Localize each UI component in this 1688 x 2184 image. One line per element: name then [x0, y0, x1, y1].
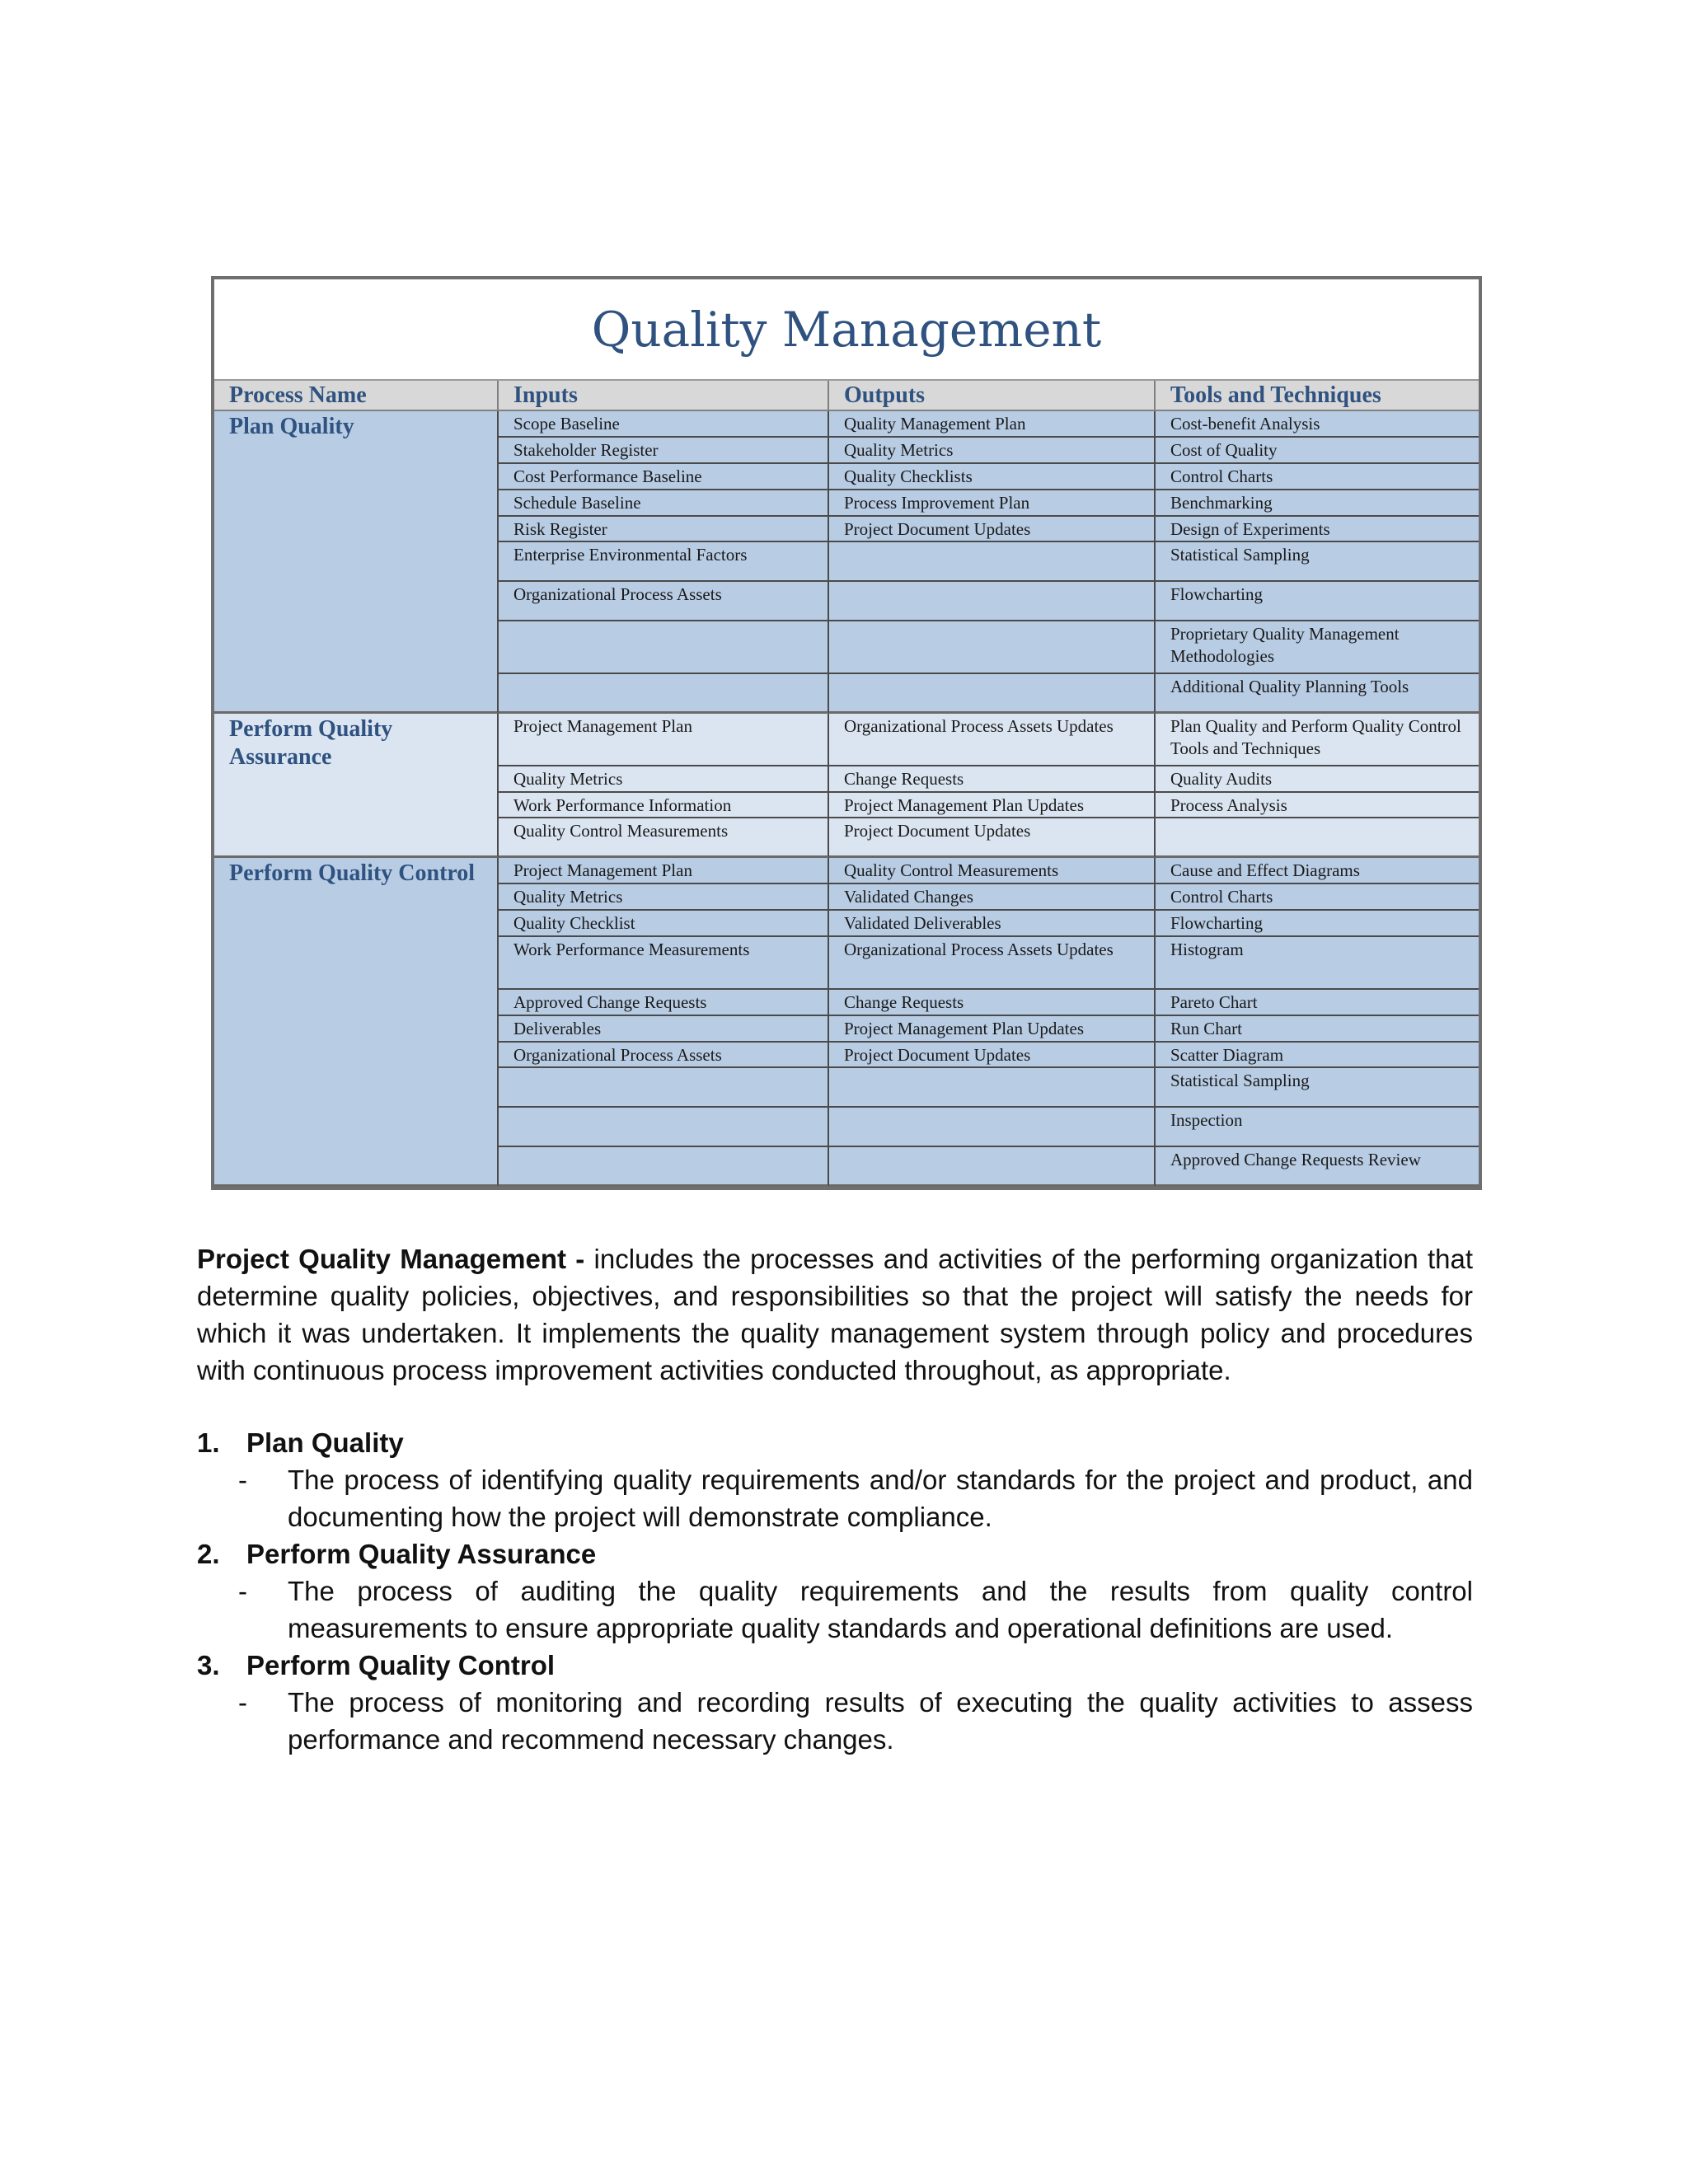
table-cell-output: [829, 542, 1156, 582]
table-cell-output: [829, 674, 1156, 714]
table-cell-tool: Scatter Diagram: [1156, 1043, 1479, 1069]
quality-management-table: [211, 276, 1482, 1190]
table-cell-tool: Statistical Sampling: [1156, 1068, 1479, 1108]
intro-term: Project Quality Management -: [197, 1244, 585, 1274]
table-title: Quality Management: [214, 279, 1479, 381]
table-cell-tool: [1156, 818, 1479, 858]
table-cell-input: Quality Metrics: [499, 766, 829, 793]
step-description-text: The process of monitoring and recording results of executing the quality activities to assess performance and recommend necessary changes.: [288, 1687, 1473, 1755]
table-cell-tool: Control Charts: [1156, 884, 1479, 911]
step-description-text: The process of auditing the quality requirements and the results from quality control measurements to ensure appropriate quality standards and operational definitions are used.: [288, 1576, 1473, 1643]
step-description-text: The process of identifying quality requirements and/or standards for the project and product, and documenting how the project will demonstrate compliance.: [288, 1465, 1473, 1532]
table-cell-tool: Design of Experiments: [1156, 517, 1479, 543]
table-cell-input: Scope Baseline: [499, 411, 829, 438]
table-cell-output: Change Requests: [829, 766, 1156, 793]
table-cell-tool: Additional Quality Planning Tools: [1156, 674, 1479, 714]
table-cell-input: Quality Control Measurements: [499, 818, 829, 858]
step-number: 3.: [197, 1650, 220, 1680]
step-heading: [197, 1424, 1473, 1461]
description-text: [197, 1240, 1473, 1758]
table-cell-tool: Inspection: [1156, 1108, 1479, 1147]
table-cell-output: Project Document Updates: [829, 517, 1156, 543]
intro-text: includes the processes and activities of the performing organization that determine quality policies, objectives, and responsibilities so that the project will satisfy the needs for which it was undertaken. It implements the quality management system through policy and procedures with continuous process improvement activities conducted throughout, as appropriate.: [197, 1244, 1473, 1385]
table-cell-tool: Pareto Chart: [1156, 990, 1479, 1016]
table-cell-tool: Quality Audits: [1156, 766, 1479, 793]
table-cell-input: Deliverables: [499, 1016, 829, 1043]
table-cell-input: [499, 674, 829, 714]
table-cell-output: Project Management Plan Updates: [829, 1016, 1156, 1043]
table-cell-tool: Flowcharting: [1156, 582, 1479, 621]
intro-paragraph: [197, 1240, 1473, 1389]
table-cell-tool: Cost-benefit Analysis: [1156, 411, 1479, 438]
table-cell-output: Quality Metrics: [829, 438, 1156, 464]
table-cell-input: Project Management Plan: [499, 714, 829, 766]
step-description: [197, 1684, 1473, 1758]
table-cell-input: Schedule Baseline: [499, 490, 829, 517]
process-name-cell: Perform Quality Assurance: [214, 714, 499, 858]
table-cell-output: Project Document Updates: [829, 1043, 1156, 1069]
table-cell-output: Quality Checklists: [829, 464, 1156, 490]
step-description: [197, 1572, 1473, 1647]
table-cell-output: Quality Control Measurements: [829, 858, 1156, 884]
table-cell-output: Change Requests: [829, 990, 1156, 1016]
table-cell-output: Validated Changes: [829, 884, 1156, 911]
table-cell-output: [829, 1068, 1156, 1108]
table-cell-output: Quality Management Plan: [829, 411, 1156, 438]
step-heading: [197, 1535, 1473, 1572]
table-cell-input: Work Performance Information: [499, 793, 829, 819]
table-cell-input: Work Performance Measurements: [499, 937, 829, 990]
process-name-cell: Plan Quality: [214, 411, 499, 714]
table-cell-output: [829, 582, 1156, 621]
step-number: 1.: [197, 1427, 220, 1458]
table-cell-tool: Process Analysis: [1156, 793, 1479, 819]
header-outputs: Outputs: [829, 381, 1156, 411]
step-title: Perform Quality Assurance: [246, 1539, 597, 1569]
table-cell-input: [499, 621, 829, 674]
table-cell-tool: Histogram: [1156, 937, 1479, 990]
dash-bullet: -: [238, 1465, 247, 1495]
table-cell-tool: Proprietary Quality Management Methodologies: [1156, 621, 1479, 674]
table-cell-output: Process Improvement Plan: [829, 490, 1156, 517]
table-cell-input: Enterprise Environmental Factors: [499, 542, 829, 582]
table-cell-output: Project Management Plan Updates: [829, 793, 1156, 819]
table-cell-input: Risk Register: [499, 517, 829, 543]
header-process-name: Process Name: [214, 381, 499, 411]
step-description: [197, 1461, 1473, 1535]
table-cell-tool: Statistical Sampling: [1156, 542, 1479, 582]
dash-bullet: -: [238, 1576, 247, 1606]
table-cell-output: Validated Deliverables: [829, 911, 1156, 937]
table-cell-output: [829, 1108, 1156, 1147]
step-heading: [197, 1647, 1473, 1684]
header-tools-and-techniques: Tools and Techniques: [1156, 381, 1479, 411]
table-cell-tool: Approved Change Requests Review: [1156, 1147, 1479, 1187]
dash-bullet: -: [238, 1687, 247, 1718]
table-cell-input: Organizational Process Assets: [499, 1043, 829, 1069]
table-cell-tool: Cause and Effect Diagrams: [1156, 858, 1479, 884]
table-cell-tool: Plan Quality and Perform Quality Control Tools and Techniques: [1156, 714, 1479, 766]
table-cell-tool: Run Chart: [1156, 1016, 1479, 1043]
process-name-cell: Perform Quality Control: [214, 858, 499, 1187]
table-cell-input: [499, 1147, 829, 1187]
process-steps-list: [197, 1424, 1473, 1758]
table-cell-output: [829, 1147, 1156, 1187]
table-cell-output: Project Document Updates: [829, 818, 1156, 858]
table-cell-tool: Control Charts: [1156, 464, 1479, 490]
table-cell-input: [499, 1108, 829, 1147]
table-cell-input: Organizational Process Assets: [499, 582, 829, 621]
table-cell-input: Quality Checklist: [499, 911, 829, 937]
table-cell-tool: Cost of Quality: [1156, 438, 1479, 464]
table-cell-input: Quality Metrics: [499, 884, 829, 911]
table-cell-input: Project Management Plan: [499, 858, 829, 884]
table-cell-input: Stakeholder Register: [499, 438, 829, 464]
header-inputs: Inputs: [499, 381, 829, 411]
table-cell-output: [829, 621, 1156, 674]
table-cell-tool: Flowcharting: [1156, 911, 1479, 937]
step-title: Plan Quality: [246, 1427, 404, 1458]
table-cell-input: Approved Change Requests: [499, 990, 829, 1016]
step-number: 2.: [197, 1539, 220, 1569]
table-cell-output: Organizational Process Assets Updates: [829, 937, 1156, 990]
table-cell-input: Cost Performance Baseline: [499, 464, 829, 490]
table-cell-output: Organizational Process Assets Updates: [829, 714, 1156, 766]
table-cell-tool: Benchmarking: [1156, 490, 1479, 517]
step-title: Perform Quality Control: [246, 1650, 556, 1680]
table-cell-input: [499, 1068, 829, 1108]
